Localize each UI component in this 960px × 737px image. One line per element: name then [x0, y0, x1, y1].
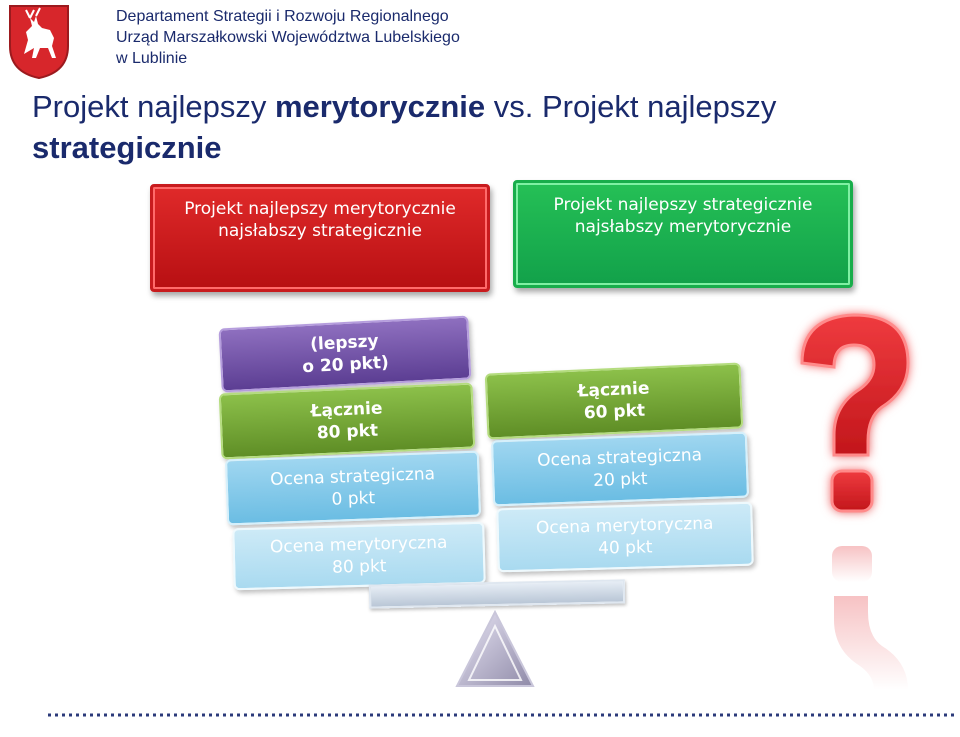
title-bold1: merytorycznie [274, 89, 486, 124]
right-total-block [485, 362, 744, 439]
deer-crest-icon [6, 2, 72, 80]
left-difference-block [218, 316, 471, 393]
left-merit-line2: 80 pkt [331, 556, 387, 578]
left-strategic-line1: Ocena strategiczna [269, 464, 436, 490]
best-strategic-line1: Projekt najlepszy strategicznie [553, 195, 813, 215]
question-mark-icon [780, 305, 930, 535]
right-merit-line1: Ocena merytoryczna [535, 513, 714, 539]
left-total-line1: Łącznie [310, 398, 383, 422]
org-name-line3: w Lublinie [116, 50, 188, 67]
title-part2: vs. Projekt najlepszy [485, 89, 777, 124]
left-merit-line1: Ocena merytoryczna [269, 532, 448, 558]
fulcrum-triangle-icon [455, 610, 535, 688]
best-strategic-line2: najsłabszy merytorycznie [574, 217, 792, 237]
question-mark-reflection [780, 540, 930, 710]
org-name-line2: Urząd Marszałkowski Województwa Lubelskiego [116, 29, 460, 46]
left-strategic-block [225, 451, 481, 526]
title-bold2: strategicznie [32, 130, 222, 165]
left-total-line2: 80 pkt [316, 420, 379, 444]
left-total-block [219, 382, 476, 459]
right-merit-line2: 40 pkt [597, 537, 653, 559]
left-strategic-line2: 0 pkt [331, 488, 376, 510]
right-strategic-line2: 20 pkt [592, 469, 648, 491]
best-strategic-box [513, 180, 853, 288]
right-strategic-line1: Ocena strategiczna [536, 445, 703, 471]
footer-dotted-divider [48, 712, 958, 718]
right-total-line2: 60 pkt [583, 400, 646, 424]
best-merit-box [150, 184, 490, 292]
right-strategic-block [491, 432, 749, 507]
right-total-line1: Łącznie [577, 378, 650, 402]
right-merit-block [496, 502, 754, 573]
left-merit-block [232, 522, 486, 591]
left-diff-line1: (lepszy [309, 331, 380, 355]
balance-beam [369, 579, 625, 608]
left-diff-line2: o 20 pkt) [301, 352, 390, 378]
best-merit-line2: najsłabszy strategicznie [218, 221, 422, 241]
slide-title [32, 86, 912, 168]
org-name-line1: Departament Strategii i Rozwoju Regionalnego [116, 8, 449, 25]
best-merit-line1: Projekt najlepszy merytorycznie [184, 199, 456, 219]
title-part1: Projekt najlepszy [32, 89, 275, 124]
